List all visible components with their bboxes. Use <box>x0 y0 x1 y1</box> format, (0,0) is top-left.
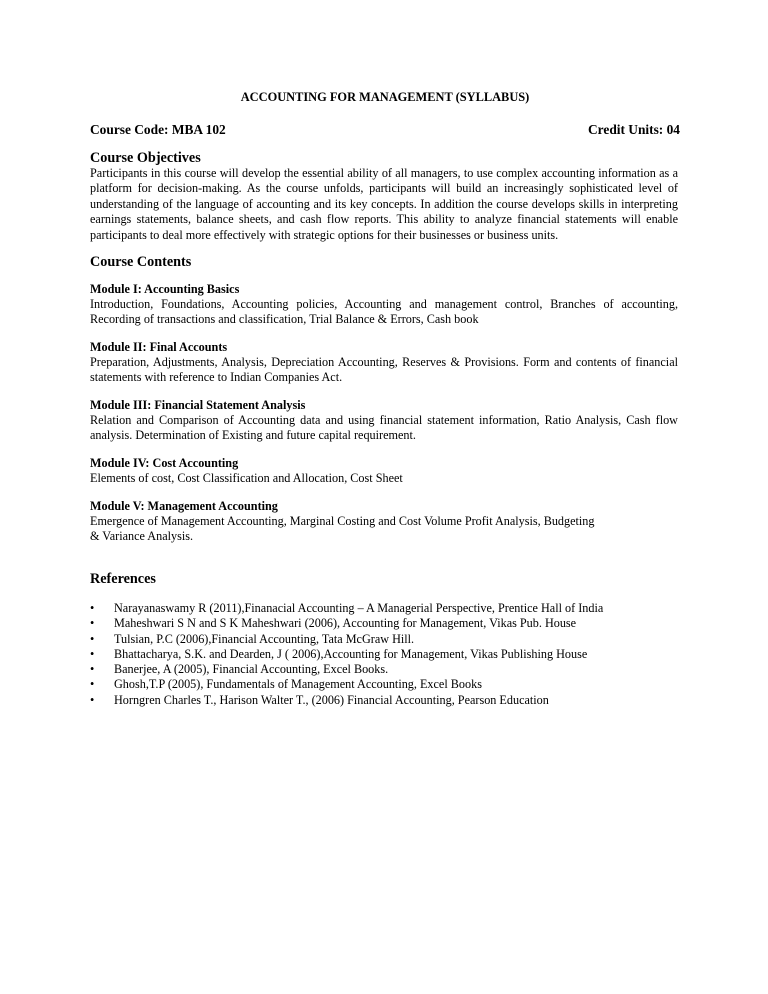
bullet-icon: • <box>90 616 95 631</box>
reference-text: Ghosh,T.P (2005), Fundamentals of Management Accounting, Excel Books <box>114 677 482 692</box>
contents-heading: Course Contents <box>90 254 192 270</box>
reference-item <box>90 662 680 677</box>
bullet-icon: • <box>90 677 95 692</box>
module-2-title: Module II: Final Accounts <box>90 340 228 354</box>
module-5-text-line-2: & Variance Analysis. <box>90 529 194 543</box>
module-3-text: Relation and Comparison of Accounting data and using financial statement information, Ratio Analysis, Cash flow analysis. Determination of Existing and future capital requirement. <box>90 413 678 443</box>
reference-item <box>90 632 680 647</box>
bullet-icon: • <box>90 692 95 707</box>
document-title: ACCOUNTING FOR MANAGEMENT (SYLLABUS) <box>240 90 530 104</box>
module-2-text: Preparation, Adjustments, Analysis, Depreciation Accounting, Reserves & Provisions. Form and contents of financial statements with reference to Indian Companies Act. <box>90 355 678 385</box>
reference-item <box>90 601 680 616</box>
reference-item <box>90 647 680 662</box>
module-3-title: Module III: Financial Statement Analysis <box>90 398 306 412</box>
bullet-icon: • <box>90 601 95 615</box>
bullet-icon: • <box>90 631 95 646</box>
reference-text: Bhattacharya, S.K. and Dearden, J ( 2006),Accounting for Management, Vikas Publishing House <box>114 646 588 661</box>
reference-item <box>90 693 680 708</box>
module-4-title: Module IV: Cost Accounting <box>90 456 239 470</box>
references-heading: References <box>90 571 156 587</box>
reference-text: Tulsian, P.C (2006),Financial Accounting, Tata McGraw Hill. <box>114 631 415 646</box>
course-code: Course Code: MBA 102 <box>90 122 226 137</box>
reference-text: Maheshwari S N and S K Maheshwari (2006), Accounting for Management, Vikas Pub. House <box>114 616 577 631</box>
reference-text: Narayanaswamy R (2011),Finanacial Accounting – A Managerial Perspective, Prentice Hall of India <box>114 601 604 615</box>
bullet-icon: • <box>90 662 95 677</box>
reference-item <box>90 677 680 692</box>
objectives-heading: Course Objectives <box>90 150 201 166</box>
reference-item <box>90 616 680 631</box>
module-1-text: Introduction, Foundations, Accounting policies, Accounting and management control, Branches of accounting, Recording of transactions and classification, Trial Balance & Errors, Cash book <box>90 297 678 327</box>
credit-units: Credit Units: 04 <box>588 122 680 137</box>
references-list <box>90 601 680 708</box>
bullet-icon: • <box>90 646 95 661</box>
reference-text: Horngren Charles T., Harison Walter T., (2006) Financial Accounting, Pearson Education <box>114 692 549 707</box>
course-info-row <box>90 122 680 138</box>
objectives-text: Participants in this course will develop the essential ability of all managers, to use complex accounting information as a platform for decision-making. As the course unfolds, participants will build an increasingly sophisticated level of understanding of the language of accounting and its key concepts. In addition the course develops skills in interpreting earnings statements, balance sheets, and cash flow reports. This ability to analyze financial statements will enable participants to deal more effectively with strategic options for their businesses or business units. <box>90 166 678 242</box>
module-5-text-line-1: Emergence of Management Accounting, Marginal Costing and Cost Volume Profit Analysis, Budgeting <box>90 514 595 528</box>
module-1-title: Module I: Accounting Basics <box>90 282 240 296</box>
reference-text: Banerjee, A (2005), Financial Accounting, Excel Books. <box>114 662 389 677</box>
module-5-title: Module V: Management Accounting <box>90 499 278 513</box>
module-4-text: Elements of cost, Cost Classification and Allocation, Cost Sheet <box>90 471 403 485</box>
